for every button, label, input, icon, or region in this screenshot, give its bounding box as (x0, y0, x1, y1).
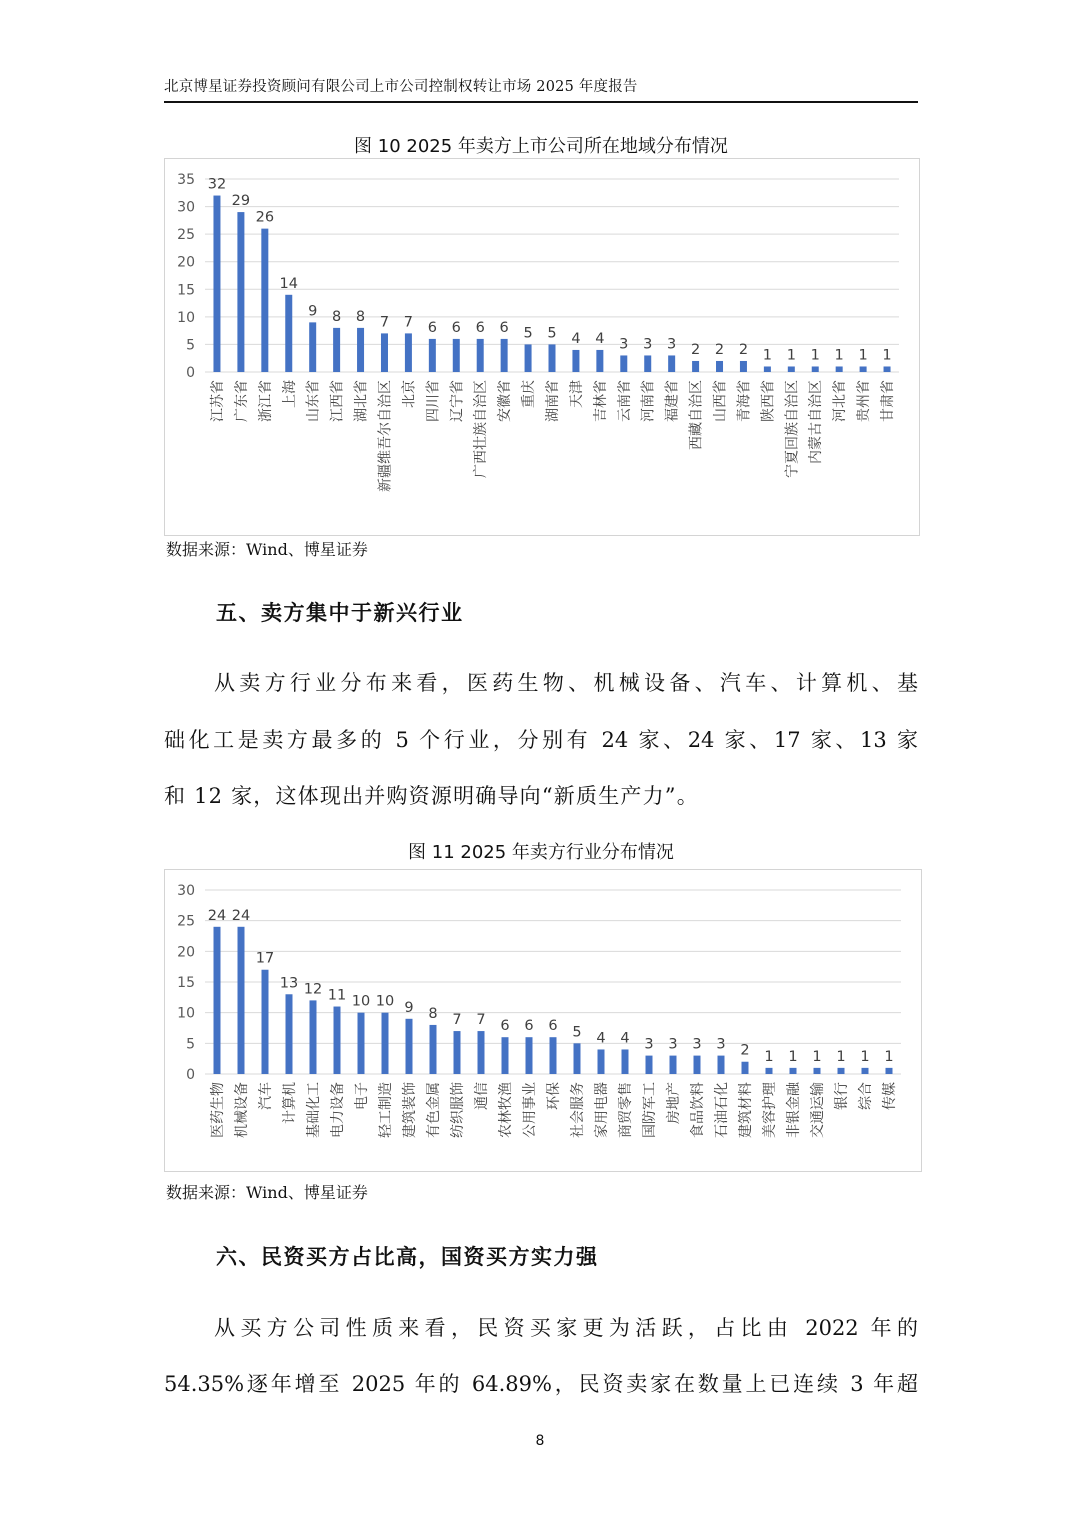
industry-bar (430, 1025, 437, 1074)
region-data-label: 6 (451, 319, 461, 336)
region-bar (620, 355, 627, 372)
figure-10-title: 图 10 2025 年卖方上市公司所在地域分布情况 (354, 136, 728, 157)
region-category-label: 宁夏回族自治区 (784, 380, 801, 478)
region-bar (525, 344, 532, 372)
region-data-label: 4 (595, 330, 605, 347)
industry-category-label: 基础化工 (306, 1082, 322, 1138)
region-bar (549, 344, 556, 372)
region-category-label: 山西省 (712, 380, 729, 422)
region-category-label: 河北省 (832, 380, 849, 422)
industry-category-label: 食品饮料 (690, 1082, 706, 1138)
region-y-tick: 0 (186, 365, 195, 381)
industry-bar (766, 1068, 773, 1074)
section-6-line-2: 54.35%逐年增至 2025 年的 64.89%，民资卖家在数量上已连续 3 年超 (164, 1372, 918, 1396)
region-category-label: 西藏自治区 (688, 380, 705, 450)
region-data-label: 1 (762, 347, 772, 364)
region-category-label: 贵州省 (856, 380, 873, 422)
region-bar (501, 339, 508, 372)
region-category-label: 河南省 (640, 380, 657, 422)
region-data-label: 14 (279, 275, 298, 292)
region-data-label: 2 (690, 341, 701, 358)
industry-data-label: 1 (860, 1048, 870, 1065)
industry-bar (598, 1049, 605, 1074)
region-category-label: 吉林省 (592, 380, 609, 422)
industry-category-label: 公用事业 (522, 1082, 538, 1138)
region-bar (716, 361, 723, 372)
industry-bar (262, 970, 269, 1074)
industry-bar (814, 1068, 821, 1074)
figure-10-source: 数据来源：Wind、博星证券 (166, 540, 368, 559)
industry-data-label: 24 (207, 907, 227, 924)
region-data-label: 5 (547, 325, 557, 342)
industry-y-tick: 20 (177, 944, 195, 961)
region-category-label: 广东省 (233, 380, 250, 422)
industry-y-tick: 0 (186, 1067, 195, 1083)
industry-bar (310, 1000, 317, 1074)
region-bar (572, 350, 579, 372)
industry-category-label: 有色金属 (426, 1082, 442, 1138)
region-data-label: 3 (619, 336, 629, 353)
region-bar (812, 366, 819, 372)
section-5-heading: 五、卖方集中于新兴行业 (216, 600, 464, 625)
region-bar (692, 361, 699, 372)
region-data-label: 1 (810, 347, 820, 364)
region-bar (333, 328, 340, 372)
industry-data-label: 17 (255, 950, 275, 967)
region-bar (477, 339, 484, 372)
industry-data-label: 3 (644, 1036, 654, 1053)
region-y-tick: 20 (177, 254, 195, 271)
industry-data-label: 12 (303, 981, 323, 998)
industry-bar (502, 1037, 509, 1074)
region-category-label: 陕西省 (760, 380, 777, 422)
industry-category-label: 医药生物 (210, 1082, 226, 1138)
region-category-label: 内蒙古自治区 (808, 380, 825, 464)
section-6-heading: 六、民资买方占比高，国资买方实力强 (216, 1244, 599, 1269)
industry-bar (526, 1037, 533, 1074)
industry-data-label: 1 (836, 1048, 846, 1065)
figure-11-title: 图 11 2025 年卖方行业分布情况 (408, 842, 674, 863)
region-data-label: 7 (379, 314, 390, 331)
industry-bar (382, 1013, 389, 1074)
industry-category-label: 美容护理 (762, 1082, 778, 1138)
industry-bar (862, 1068, 869, 1074)
region-category-label: 北京 (401, 380, 418, 408)
region-data-label: 6 (427, 319, 437, 336)
industry-bar (334, 1007, 341, 1074)
industry-data-label: 3 (716, 1036, 726, 1053)
industry-category-label: 银行 (834, 1082, 850, 1110)
industry-data-label: 13 (279, 975, 299, 992)
region-category-label: 新疆维吾尔自治区 (377, 380, 394, 492)
industry-data-label: 8 (428, 1005, 438, 1022)
industry-bar (286, 994, 293, 1074)
region-y-tick: 30 (177, 199, 195, 216)
region-y-tick: 5 (186, 337, 195, 354)
industry-data-label: 4 (620, 1030, 630, 1047)
figure-10-chart (164, 158, 920, 536)
page-number: 8 (535, 1433, 545, 1449)
region-data-label: 2 (738, 341, 749, 358)
industry-category-label: 社会服务 (570, 1082, 586, 1138)
industry-category-label: 汽车 (258, 1082, 274, 1110)
industry-bar (694, 1056, 701, 1074)
industry-category-label: 综合 (858, 1082, 874, 1110)
industry-category-label: 建筑装饰 (402, 1082, 418, 1138)
region-bar (405, 333, 412, 372)
industry-bar (454, 1031, 461, 1074)
region-data-label: 26 (255, 209, 275, 226)
region-data-label: 1 (834, 347, 844, 364)
region-category-label: 湖北省 (353, 380, 370, 422)
section-5-line-2: 础化工是卖方最多的 5 个行业，分别有 24 家、24 家、17 家、13 家 (164, 728, 918, 752)
industry-y-tick: 10 (177, 1005, 195, 1022)
region-data-label: 1 (858, 347, 868, 364)
industry-category-label: 电力设备 (330, 1082, 346, 1138)
industry-data-label: 7 (452, 1012, 462, 1029)
industry-category-label: 房地产 (666, 1082, 682, 1124)
industry-data-label: 10 (375, 993, 395, 1010)
region-category-label: 上海 (281, 380, 298, 408)
region-data-label: 7 (403, 314, 414, 331)
region-data-label: 32 (207, 176, 227, 193)
industry-data-label: 11 (327, 987, 347, 1004)
industry-bar-chart (165, 870, 921, 1171)
region-bar-chart (165, 159, 919, 535)
industry-data-label: 4 (596, 1030, 606, 1047)
industry-data-label: 3 (668, 1036, 678, 1053)
industry-y-tick: 15 (177, 975, 195, 991)
industry-bar (646, 1056, 653, 1074)
region-y-tick: 10 (177, 309, 195, 326)
industry-data-label: 6 (524, 1018, 534, 1035)
industry-bar (574, 1043, 581, 1074)
industry-category-label: 建筑材料 (738, 1082, 754, 1138)
industry-data-label: 3 (692, 1036, 702, 1053)
industry-y-tick: 5 (186, 1036, 195, 1053)
region-category-label: 江苏省 (209, 380, 226, 422)
industry-y-tick: 25 (177, 913, 195, 930)
region-bar (261, 229, 268, 372)
region-bar (285, 295, 292, 372)
section-5-line-3: 和 12 家，这体现出并购资源明确导向“新质生产力”。 (164, 784, 699, 808)
region-category-label: 江西省 (329, 380, 346, 422)
region-category-label: 湖南省 (545, 380, 561, 422)
industry-category-label: 交通运输 (810, 1082, 826, 1138)
region-data-label: 9 (308, 303, 318, 320)
industry-category-label: 轻工制造 (378, 1082, 394, 1138)
region-bar (381, 333, 388, 372)
region-bar (740, 361, 747, 372)
region-data-label: 3 (667, 336, 677, 353)
region-bar (453, 339, 460, 372)
industry-data-label: 6 (500, 1018, 510, 1035)
region-category-label: 广西壮族自治区 (473, 380, 490, 478)
industry-category-label: 通信 (474, 1082, 490, 1110)
region-bar (429, 339, 436, 372)
figure-11-source: 数据来源：Wind、博星证券 (166, 1183, 368, 1202)
industry-bar (478, 1031, 485, 1074)
industry-category-label: 国防军工 (642, 1082, 658, 1138)
region-bar (644, 355, 651, 372)
region-bar (237, 212, 244, 372)
industry-bar (838, 1068, 845, 1074)
region-category-label: 天津 (568, 380, 585, 408)
region-bar (357, 328, 364, 372)
region-data-label: 6 (499, 319, 509, 336)
industry-bar (406, 1019, 413, 1074)
region-y-tick: 35 (177, 172, 195, 188)
region-data-label: 1 (786, 347, 796, 364)
industry-category-label: 计算机 (282, 1082, 298, 1124)
region-category-label: 山东省 (305, 380, 322, 422)
industry-data-label: 1 (884, 1048, 894, 1065)
region-data-label: 8 (355, 308, 366, 325)
region-y-tick: 25 (177, 227, 195, 244)
industry-category-label: 环保 (546, 1082, 562, 1110)
region-category-label: 安徽省 (497, 380, 514, 422)
region-bar (764, 366, 771, 372)
region-category-label: 青海省 (736, 380, 753, 422)
industry-bar (622, 1049, 629, 1074)
region-y-tick: 15 (177, 282, 195, 299)
industry-bar (358, 1013, 365, 1074)
industry-bar (238, 927, 245, 1074)
industry-data-label: 1 (764, 1048, 774, 1065)
region-data-label: 6 (475, 319, 485, 336)
region-data-label: 5 (523, 325, 533, 342)
region-bar (860, 366, 867, 372)
industry-category-label: 电子 (354, 1082, 370, 1110)
region-data-label: 2 (714, 341, 725, 358)
region-category-label: 浙江省 (257, 380, 274, 422)
region-data-label: 1 (882, 347, 892, 364)
industry-category-label: 石油石化 (714, 1082, 730, 1138)
region-category-label: 辽宁省 (449, 380, 466, 422)
industry-category-label: 商贸零售 (618, 1082, 634, 1138)
region-data-label: 4 (571, 330, 581, 347)
industry-data-label: 10 (351, 993, 371, 1010)
industry-category-label: 家用电器 (594, 1082, 610, 1138)
industry-bar (550, 1037, 557, 1074)
page-header: 北京博星证券投资顾问有限公司上市公司控制权转让市场 2025 年度报告 (164, 76, 918, 103)
industry-category-label: 机械设备 (234, 1082, 250, 1138)
region-bar (213, 196, 220, 372)
section-6-line-1: 从买方公司性质来看，民资买家更为活跃，占比由 2022 年的 (214, 1316, 918, 1340)
region-bar (836, 366, 843, 372)
industry-data-label: 1 (812, 1048, 822, 1065)
industry-category-label: 纺织服饰 (450, 1082, 466, 1138)
industry-bar (886, 1068, 893, 1074)
industry-y-tick: 30 (177, 883, 195, 899)
region-bar (884, 366, 891, 372)
figure-11-chart (164, 869, 922, 1172)
industry-category-label: 传媒 (882, 1082, 898, 1110)
region-bar (668, 355, 675, 372)
industry-bar (790, 1068, 797, 1074)
industry-data-label: 5 (572, 1024, 582, 1041)
region-data-label: 29 (231, 193, 251, 210)
industry-category-label: 非银金融 (786, 1082, 802, 1138)
industry-data-label: 7 (476, 1012, 486, 1029)
region-bar (596, 350, 603, 372)
region-bar (788, 366, 795, 372)
industry-data-label: 24 (231, 907, 251, 924)
industry-data-label: 9 (404, 999, 414, 1016)
region-data-label: 8 (332, 308, 342, 325)
industry-bar (670, 1056, 677, 1074)
industry-category-label: 农林牧渔 (498, 1082, 514, 1138)
industry-bar (214, 927, 221, 1074)
region-category-label: 云南省 (616, 380, 633, 422)
industry-data-label: 6 (548, 1018, 558, 1035)
industry-data-label: 2 (740, 1042, 750, 1059)
industry-bar (718, 1056, 725, 1074)
region-category-label: 四川省 (425, 380, 442, 422)
region-category-label: 福建省 (664, 380, 681, 422)
region-category-label: 重庆 (521, 380, 538, 408)
section-5-line-1: 从卖方行业分布来看，医药生物、机械设备、汽车、计算机、基 (214, 671, 918, 695)
region-bar (309, 322, 316, 372)
region-category-label: 甘肃省 (880, 380, 897, 422)
industry-data-label: 1 (788, 1048, 798, 1065)
industry-bar (742, 1062, 749, 1074)
region-data-label: 3 (643, 336, 653, 353)
